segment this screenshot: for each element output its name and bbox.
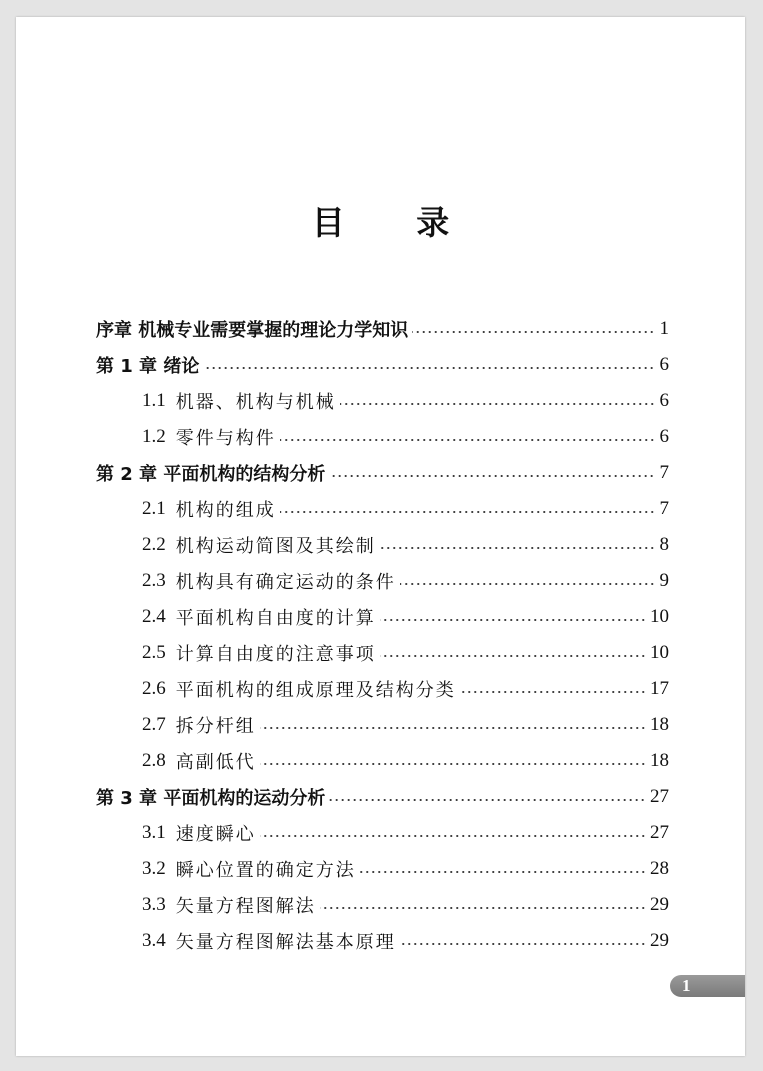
- toc-section-number: 2.1: [142, 498, 166, 519]
- toc-section-entry: [96, 599, 669, 635]
- toc-entry-label: 序章 机械专业需要掌握的理论力学知识: [96, 320, 409, 341]
- toc-section-number: 2.4: [142, 606, 166, 627]
- page-number-tab: 1: [670, 975, 745, 997]
- toc-section-entry: [96, 383, 669, 419]
- dot-leader: [320, 906, 646, 910]
- dot-leader: [460, 690, 646, 694]
- toc-page-number: 29: [650, 930, 669, 951]
- toc-section-entry: [96, 887, 669, 923]
- toc-section-number: 2.6: [142, 678, 166, 699]
- toc-chapter-entry: [96, 779, 669, 815]
- toc-section-entry: [96, 707, 669, 743]
- toc-entry-label: 机构的组成: [175, 500, 276, 521]
- dot-leader: [260, 726, 646, 730]
- toc-page-number: 10: [650, 606, 669, 627]
- dot-leader: [280, 438, 655, 442]
- toc-section-entry: [96, 527, 669, 563]
- toc-entry-label: 机构具有确定运动的条件: [175, 572, 396, 593]
- dot-leader: [380, 546, 655, 550]
- toc-entry-label: 拆分杆组: [175, 716, 256, 737]
- toc-entry-label: 高副低代: [175, 752, 256, 773]
- toc-entry-label: 机构运动简图及其绘制: [175, 536, 376, 557]
- toc-section-entry: [96, 419, 669, 455]
- toc-page-number: 18: [650, 750, 669, 771]
- toc-entry-label: 平面机构的组成原理及结构分类: [175, 680, 456, 701]
- toc-entry-label: 矢量方程图解法基本原理: [175, 932, 396, 953]
- dot-leader: [380, 654, 646, 658]
- toc-entry-label: 机器、机构与机械: [175, 392, 336, 413]
- toc-page-number: 6: [659, 354, 669, 375]
- toc-page-number: 10: [650, 642, 669, 663]
- toc-section-entry: [96, 815, 669, 851]
- toc-entry-label: 零件与构件: [175, 428, 276, 449]
- toc-section-entry: [96, 491, 669, 527]
- toc-page-number: 8: [659, 534, 669, 555]
- toc-section-entry: [96, 563, 669, 599]
- toc-section-number: 1.1: [142, 390, 166, 411]
- toc-page-number: 18: [650, 714, 669, 735]
- dot-leader: [412, 330, 655, 334]
- toc-entry-label: 第 1 章 绪论: [96, 356, 200, 377]
- dot-leader: [340, 402, 655, 406]
- dot-leader: [203, 366, 655, 370]
- dot-leader: [329, 798, 646, 802]
- dot-leader: [260, 762, 646, 766]
- toc-chapter-entry: [96, 311, 669, 347]
- dot-leader: [380, 618, 646, 622]
- toc-entry-label: 瞬心位置的确定方法: [175, 860, 356, 881]
- toc-page-number: 7: [659, 462, 669, 483]
- toc-section-number: 3.3: [142, 894, 166, 915]
- toc-section-number: 2.7: [142, 714, 166, 735]
- toc-section-entry: [96, 851, 669, 887]
- toc-page-number: 29: [650, 894, 669, 915]
- toc-page-number: 1: [659, 318, 669, 339]
- toc-section-number: 1.2: [142, 426, 166, 447]
- toc-entry-label: 计算自由度的注意事项: [175, 644, 376, 665]
- dot-leader: [400, 582, 655, 586]
- dot-leader: [280, 510, 655, 514]
- toc-page-number: 9: [659, 570, 669, 591]
- toc-entry-label: 第 2 章 平面机构的结构分析: [96, 464, 326, 485]
- toc-page-number: 7: [659, 498, 669, 519]
- dot-leader: [400, 942, 646, 946]
- toc-page-number: 28: [650, 858, 669, 879]
- toc-section-entry: [96, 671, 669, 707]
- toc-section-entry: [96, 635, 669, 671]
- toc-entry-label: 第 3 章 平面机构的运动分析: [96, 788, 326, 809]
- toc-section-number: 3.1: [142, 822, 166, 843]
- toc-section-number: 3.4: [142, 930, 166, 951]
- toc-entry-label: 平面机构自由度的计算: [175, 608, 376, 629]
- dot-leader: [329, 474, 655, 478]
- toc-page-number: 6: [659, 390, 669, 411]
- toc-page-number: 17: [650, 678, 669, 699]
- toc-section-entry: [96, 743, 669, 779]
- toc-page-number: 27: [650, 786, 669, 807]
- toc-entry-label: 矢量方程图解法: [175, 896, 316, 917]
- toc-section-number: 2.5: [142, 642, 166, 663]
- toc-title: 目 录: [311, 203, 480, 242]
- toc-section-entry: [96, 923, 669, 959]
- toc-entry-label: 速度瞬心: [175, 824, 256, 845]
- table-of-contents: [96, 311, 669, 959]
- toc-section-number: 2.3: [142, 570, 166, 591]
- toc-section-number: 2.8: [142, 750, 166, 771]
- toc-page-number: 27: [650, 822, 669, 843]
- toc-chapter-entry: [96, 455, 669, 491]
- document-page: [16, 17, 745, 1056]
- toc-section-number: 3.2: [142, 858, 166, 879]
- toc-chapter-entry: [96, 347, 669, 383]
- toc-page-number: 6: [659, 426, 669, 447]
- toc-section-number: 2.2: [142, 534, 166, 555]
- dot-leader: [260, 834, 646, 838]
- dot-leader: [360, 870, 646, 874]
